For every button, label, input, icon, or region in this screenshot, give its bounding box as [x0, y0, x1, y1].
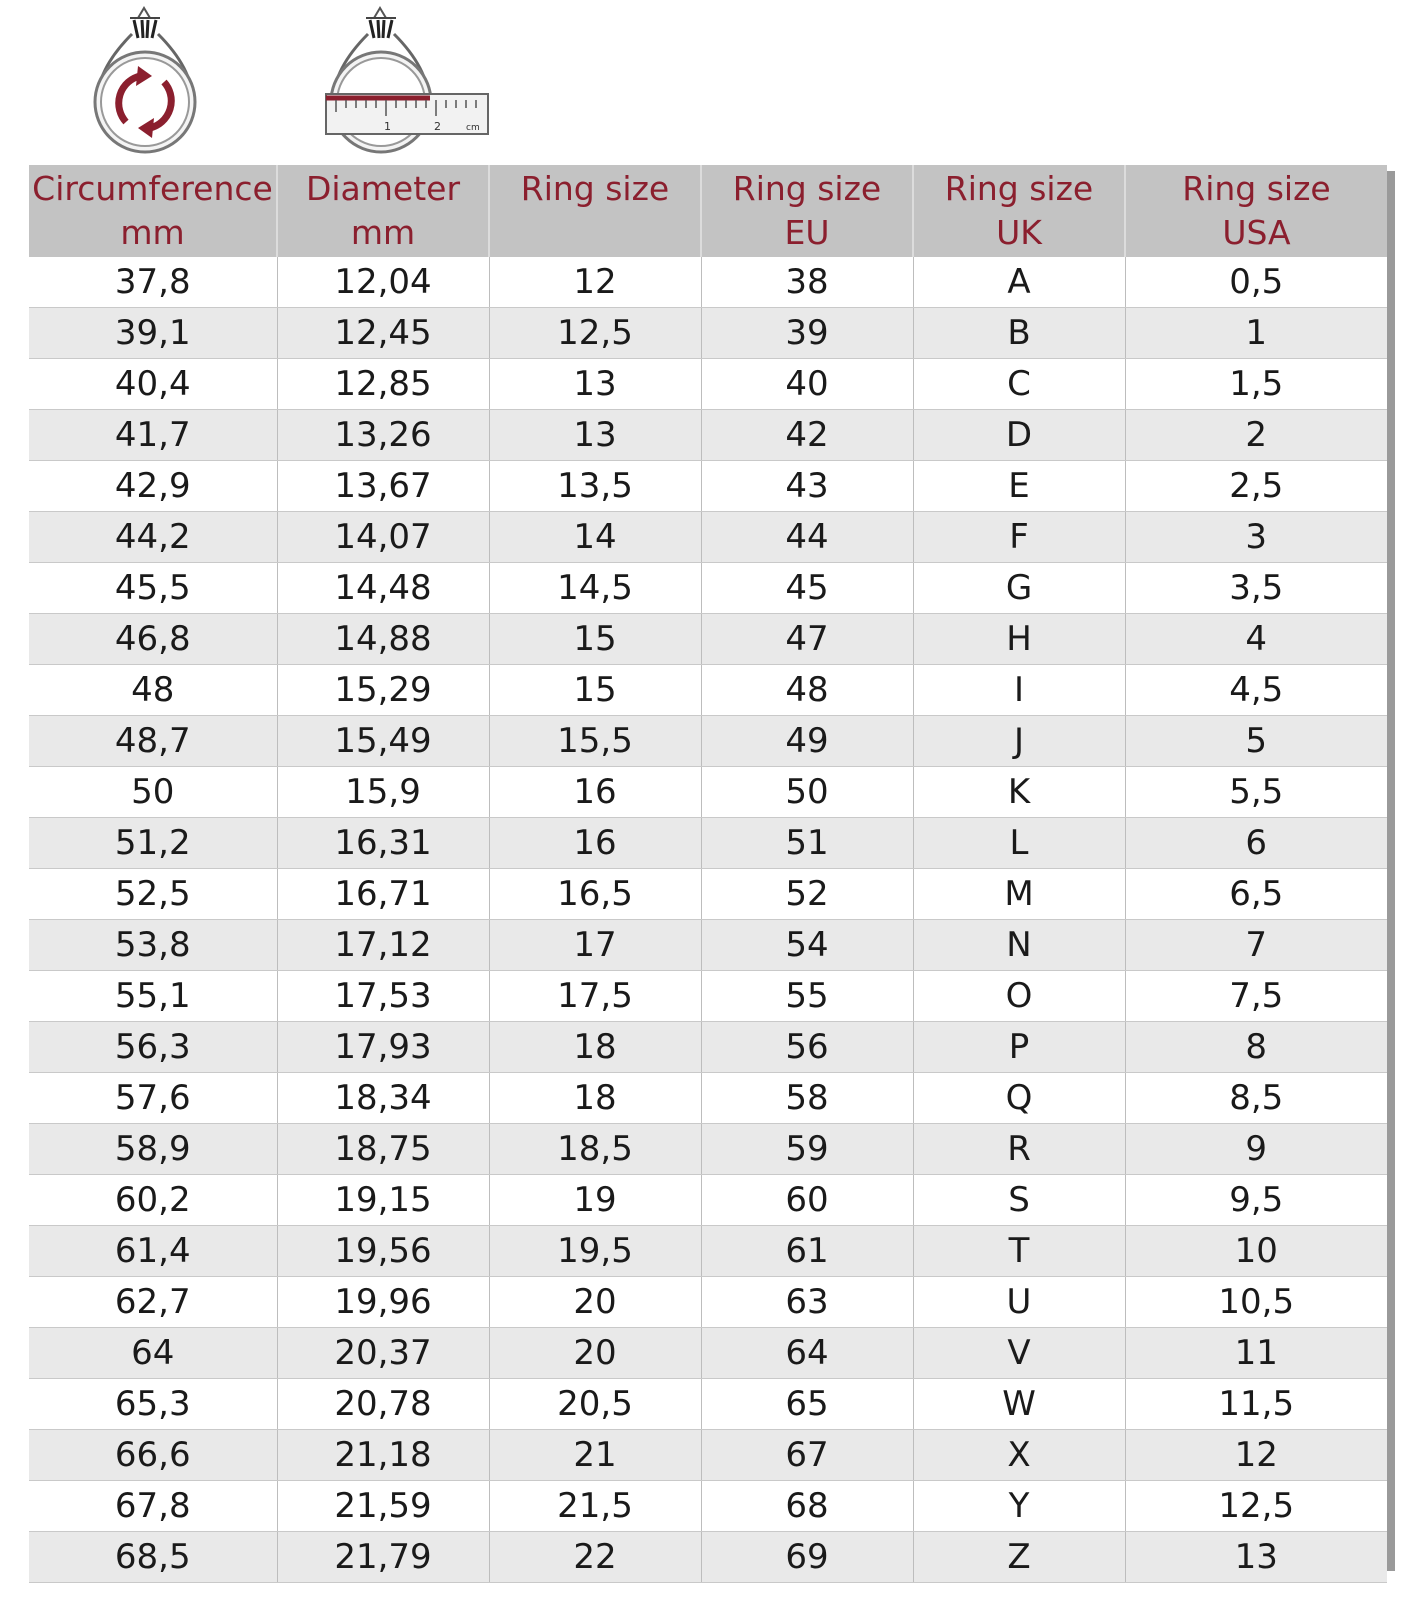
circumference-cell: 41,7: [29, 410, 277, 461]
ring-size-eu-cell: 68: [701, 1481, 913, 1532]
circumference-cell: 52,5: [29, 869, 277, 920]
table-row: [29, 818, 1387, 869]
circumference-cell: 48,7: [29, 716, 277, 767]
circumference-cell: 60,2: [29, 1175, 277, 1226]
diameter-cell: 19,96: [277, 1277, 489, 1328]
ring-size-cell: 15,5: [489, 716, 701, 767]
table-row: [29, 359, 1387, 410]
ring-size-usa-cell: 12,5: [1125, 1481, 1387, 1532]
ruler-label-1: 1: [384, 120, 391, 133]
table-row: [29, 1379, 1387, 1430]
circumference-cell: 40,4: [29, 359, 277, 410]
table-row: [29, 1124, 1387, 1175]
circumference-cell: 66,6: [29, 1430, 277, 1481]
table-row: [29, 920, 1387, 971]
diameter-cell: 15,49: [277, 716, 489, 767]
ring-size-usa-cell: 8,5: [1125, 1073, 1387, 1124]
header-unit: USA: [1222, 213, 1291, 252]
circumference-cell: 61,4: [29, 1226, 277, 1277]
ring-size-uk-cell: L: [913, 818, 1125, 869]
ring-size-cell: 17: [489, 920, 701, 971]
ring-size-uk-cell: E: [913, 461, 1125, 512]
ring-size-cell: 16,5: [489, 869, 701, 920]
ring-size-eu-cell: 47: [701, 614, 913, 665]
ring-size-usa-cell: 13: [1125, 1532, 1387, 1583]
header-ring-size-uk: [913, 165, 1125, 257]
circumference-cell: 65,3: [29, 1379, 277, 1430]
ring-size-eu-cell: 45: [701, 563, 913, 614]
ring-size-uk-cell: G: [913, 563, 1125, 614]
circumference-cell: 46,8: [29, 614, 277, 665]
ring-size-usa-cell: 12: [1125, 1430, 1387, 1481]
table-row: [29, 410, 1387, 461]
ring-size-usa-cell: 2: [1125, 410, 1387, 461]
diameter-cell: 20,78: [277, 1379, 489, 1430]
diameter-cell: 17,12: [277, 920, 489, 971]
diameter-cell: 12,45: [277, 308, 489, 359]
ring-size-uk-cell: F: [913, 512, 1125, 563]
diameter-cell: 16,71: [277, 869, 489, 920]
ring-size-cell: 13,5: [489, 461, 701, 512]
ring-size-usa-cell: 2,5: [1125, 461, 1387, 512]
ring-size-table: [29, 165, 1387, 1577]
ring-size-usa-cell: 11,5: [1125, 1379, 1387, 1430]
header-unit: UK: [996, 213, 1042, 252]
ring-size-eu-cell: 44: [701, 512, 913, 563]
ring-size-cell: 12,5: [489, 308, 701, 359]
ring-size-uk-cell: Q: [913, 1073, 1125, 1124]
ring-size-cell: 16: [489, 767, 701, 818]
circumference-cell: 55,1: [29, 971, 277, 1022]
circumference-cell: 53,8: [29, 920, 277, 971]
ring-size-eu-cell: 65: [701, 1379, 913, 1430]
ring-size-eu-cell: 69: [701, 1532, 913, 1583]
ring-size-cell: 16: [489, 818, 701, 869]
ring-size-usa-cell: 9: [1125, 1124, 1387, 1175]
header-label: Ring size: [520, 169, 670, 208]
header-unit: EU: [784, 213, 830, 252]
ring-size-cell: 13: [489, 410, 701, 461]
ring-size-eu-cell: 60: [701, 1175, 913, 1226]
circumference-cell: 37,8: [29, 257, 277, 308]
ring-size-usa-cell: 5: [1125, 716, 1387, 767]
diameter-cell: 13,67: [277, 461, 489, 512]
table-row: [29, 1175, 1387, 1226]
diameter-cell: 18,34: [277, 1073, 489, 1124]
ring-circumference-icon: [82, 4, 208, 164]
ring-size-eu-cell: 42: [701, 410, 913, 461]
diameter-cell: 12,04: [277, 257, 489, 308]
ring-size-uk-cell: M: [913, 869, 1125, 920]
ring-size-uk-cell: Z: [913, 1532, 1125, 1583]
diameter-cell: 20,37: [277, 1328, 489, 1379]
ring-size-cell: 18: [489, 1073, 701, 1124]
header-diameter: [277, 165, 489, 257]
ring-size-uk-cell: O: [913, 971, 1125, 1022]
table-row: [29, 563, 1387, 614]
table-row: [29, 308, 1387, 359]
ring-size-uk-cell: J: [913, 716, 1125, 767]
ring-size-usa-cell: 1: [1125, 308, 1387, 359]
header-ring-size-eu: [701, 165, 913, 257]
ring-size-cell: 17,5: [489, 971, 701, 1022]
ring-size-usa-cell: 6: [1125, 818, 1387, 869]
ring-size-cell: 13: [489, 359, 701, 410]
diameter-cell: 13,26: [277, 410, 489, 461]
ring-size-usa-cell: 10,5: [1125, 1277, 1387, 1328]
table-row: [29, 1328, 1387, 1379]
header-unit: [490, 211, 700, 255]
circumference-cell: 67,8: [29, 1481, 277, 1532]
ring-size-eu-cell: 54: [701, 920, 913, 971]
ring-size-eu-cell: 40: [701, 359, 913, 410]
ring-size-usa-cell: 7: [1125, 920, 1387, 971]
table-row: [29, 257, 1387, 308]
ring-diameter-icon: [318, 4, 498, 164]
table-row: [29, 1226, 1387, 1277]
ring-size-usa-cell: 4,5: [1125, 665, 1387, 716]
ring-size-eu-cell: 49: [701, 716, 913, 767]
circumference-cell: 42,9: [29, 461, 277, 512]
ring-size-eu-cell: 51: [701, 818, 913, 869]
ring-size-uk-cell: U: [913, 1277, 1125, 1328]
ring-size-uk-cell: N: [913, 920, 1125, 971]
table-row: [29, 512, 1387, 563]
diameter-cell: 12,85: [277, 359, 489, 410]
header-label: Ring size: [732, 169, 882, 208]
diameter-cell: 15,9: [277, 767, 489, 818]
ring-size-uk-cell: W: [913, 1379, 1125, 1430]
ring-size-cell: 20: [489, 1277, 701, 1328]
ring-size-cell: 19,5: [489, 1226, 701, 1277]
table-row: [29, 971, 1387, 1022]
circumference-cell: 58,9: [29, 1124, 277, 1175]
circumference-cell: 50: [29, 767, 277, 818]
header-ring-size-usa: [1125, 165, 1387, 257]
ring-size-cell: 18: [489, 1022, 701, 1073]
circumference-cell: 39,1: [29, 308, 277, 359]
ring-size-uk-cell: T: [913, 1226, 1125, 1277]
icon-bar: [0, 0, 600, 165]
ring-size-uk-cell: Y: [913, 1481, 1125, 1532]
ring-size-cell: 20,5: [489, 1379, 701, 1430]
ring-size-cell: 15: [489, 665, 701, 716]
ring-size-usa-cell: 0,5: [1125, 257, 1387, 308]
ring-size-eu-cell: 59: [701, 1124, 913, 1175]
ring-size-cell: 19: [489, 1175, 701, 1226]
table-row: [29, 1073, 1387, 1124]
header-unit: mm: [350, 213, 416, 252]
circumference-cell: 64: [29, 1328, 277, 1379]
ring-size-usa-cell: 9,5: [1125, 1175, 1387, 1226]
ring-size-eu-cell: 39: [701, 308, 913, 359]
diameter-cell: 14,88: [277, 614, 489, 665]
ring-size-eu-cell: 52: [701, 869, 913, 920]
circumference-cell: 51,2: [29, 818, 277, 869]
ring-size-usa-cell: 8: [1125, 1022, 1387, 1073]
circumference-cell: 68,5: [29, 1532, 277, 1583]
table-row: [29, 1481, 1387, 1532]
ring-size-uk-cell: D: [913, 410, 1125, 461]
ring-size-uk-cell: A: [913, 257, 1125, 308]
diameter-cell: 18,75: [277, 1124, 489, 1175]
diameter-cell: 14,48: [277, 563, 489, 614]
ring-size-usa-cell: 5,5: [1125, 767, 1387, 818]
ring-size-cell: 21: [489, 1430, 701, 1481]
diameter-cell: 21,18: [277, 1430, 489, 1481]
ruler-label-2: 2: [434, 120, 441, 133]
table-header-row: [29, 165, 1387, 257]
table-row: [29, 614, 1387, 665]
ring-size-eu-cell: 56: [701, 1022, 913, 1073]
ring-size-usa-cell: 4: [1125, 614, 1387, 665]
circumference-cell: 48: [29, 665, 277, 716]
ring-size-cell: 12: [489, 257, 701, 308]
circumference-cell: 45,5: [29, 563, 277, 614]
diameter-cell: 19,56: [277, 1226, 489, 1277]
ruler-label-cm: cm: [466, 123, 480, 133]
header-circumference: [29, 165, 277, 257]
ring-size-uk-cell: X: [913, 1430, 1125, 1481]
diameter-cell: 16,31: [277, 818, 489, 869]
header-label: Diameter: [305, 169, 461, 208]
ring-size-uk-cell: C: [913, 359, 1125, 410]
ring-size-cell: 14: [489, 512, 701, 563]
ring-size-uk-cell: K: [913, 767, 1125, 818]
ring-size-eu-cell: 58: [701, 1073, 913, 1124]
ring-size-uk-cell: B: [913, 308, 1125, 359]
diameter-cell: 17,93: [277, 1022, 489, 1073]
table-row: [29, 1430, 1387, 1481]
ring-size-eu-cell: 55: [701, 971, 913, 1022]
ring-size-uk-cell: P: [913, 1022, 1125, 1073]
ring-size-usa-cell: 1,5: [1125, 359, 1387, 410]
diameter-cell: 17,53: [277, 971, 489, 1022]
diameter-cell: 14,07: [277, 512, 489, 563]
table-row: [29, 1277, 1387, 1328]
ring-size-eu-cell: 48: [701, 665, 913, 716]
ring-size-cell: 21,5: [489, 1481, 701, 1532]
table-row: [29, 716, 1387, 767]
ring-size-uk-cell: S: [913, 1175, 1125, 1226]
diameter-cell: 21,59: [277, 1481, 489, 1532]
ring-size-usa-cell: 6,5: [1125, 869, 1387, 920]
ring-size-usa-cell: 3: [1125, 512, 1387, 563]
table-body: [29, 257, 1387, 1583]
ring-size-usa-cell: 3,5: [1125, 563, 1387, 614]
ring-size-cell: 22: [489, 1532, 701, 1583]
ring-size-cell: 20: [489, 1328, 701, 1379]
diameter-cell: 21,79: [277, 1532, 489, 1583]
ring-size-cell: 18,5: [489, 1124, 701, 1175]
table-row: [29, 461, 1387, 512]
circumference-cell: 57,6: [29, 1073, 277, 1124]
circumference-cell: 56,3: [29, 1022, 277, 1073]
ring-size-eu-cell: 64: [701, 1328, 913, 1379]
ring-size-eu-cell: 63: [701, 1277, 913, 1328]
ring-size-eu-cell: 43: [701, 461, 913, 512]
ring-size-cell: 15: [489, 614, 701, 665]
circumference-cell: 62,7: [29, 1277, 277, 1328]
table-row: [29, 1022, 1387, 1073]
ring-size-usa-cell: 7,5: [1125, 971, 1387, 1022]
ring-size-cell: 14,5: [489, 563, 701, 614]
ring-size-uk-cell: I: [913, 665, 1125, 716]
table-row: [29, 1532, 1387, 1583]
ring-size-usa-cell: 11: [1125, 1328, 1387, 1379]
ring-size-eu-cell: 38: [701, 257, 913, 308]
table-row: [29, 665, 1387, 716]
table-row: [29, 869, 1387, 920]
ring-size-usa-cell: 10: [1125, 1226, 1387, 1277]
ring-size-eu-cell: 67: [701, 1430, 913, 1481]
ring-size-eu-cell: 50: [701, 767, 913, 818]
header-label: Circumference: [32, 169, 273, 208]
ring-size-uk-cell: R: [913, 1124, 1125, 1175]
header-label: Ring size: [944, 169, 1094, 208]
header-label: Ring size: [1182, 169, 1331, 208]
ring-size-uk-cell: H: [913, 614, 1125, 665]
ring-size-eu-cell: 61: [701, 1226, 913, 1277]
diameter-cell: 19,15: [277, 1175, 489, 1226]
table-row: [29, 767, 1387, 818]
header-unit: mm: [120, 213, 185, 252]
diameter-cell: 15,29: [277, 665, 489, 716]
ring-size-uk-cell: V: [913, 1328, 1125, 1379]
circumference-cell: 44,2: [29, 512, 277, 563]
header-ring-size: [489, 165, 701, 257]
